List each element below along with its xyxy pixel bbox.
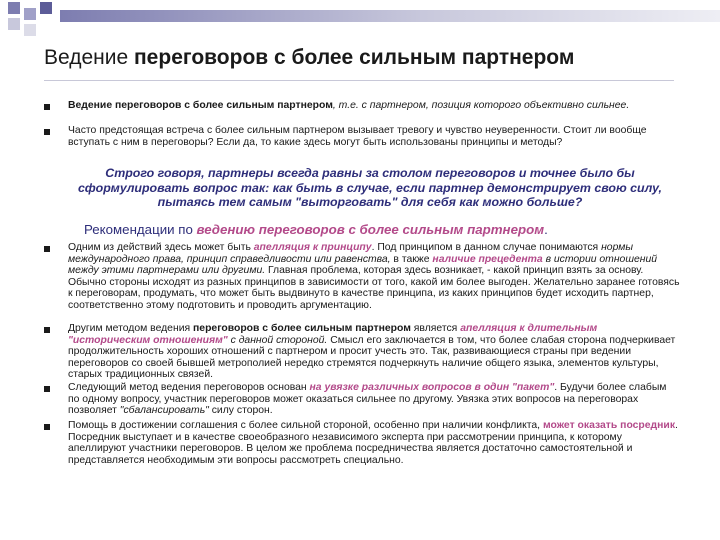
italic-text: "сбалансировать" (119, 405, 209, 417)
decorative-header (0, 0, 720, 40)
bullet-mediator (68, 420, 680, 466)
recommendations-heading (84, 222, 684, 237)
text: силу сторон. (208, 405, 273, 417)
bullet-question: Часто предстоящая встреча с более сильным партнером вызывает тревогу и чувство неуверенности. Стоит ли вообще вступать с ним в переговоры? Если да, то какие здесь могут быть использованы принципы и методы? (68, 125, 647, 148)
heading-tail: . (544, 222, 548, 237)
deco-square (40, 2, 52, 14)
highlight: апелляция к принципу (253, 242, 372, 253)
highlight: может оказать посредник (542, 420, 676, 431)
text: . Будучи более слабым по одному вопросу, участник переговоров может оказаться сильнее по другому. Увязка этих вопросов на переговорах позволяет (68, 382, 667, 417)
quote-block: Строго говоря, партнеры всегда равны за столом переговоров и точнее было бы сформулировать вопрос так: как быть в случае, если партнер демонстрирует свою силу, пытаясь тем самым "выторговать" для себя как можно больше? (77, 166, 662, 209)
heading-emphasis: ведению переговоров с более сильным партнером (196, 222, 545, 237)
bullet-marker (44, 129, 50, 135)
bullet-marker (44, 246, 50, 252)
text: Помощь в достижении соглашения с более сильной стороной, особенно при наличии конфликта, (68, 420, 543, 431)
bold-text: переговоров с более сильным партнером (193, 323, 411, 334)
text: . Под принципом в данном случае понимаются (371, 242, 602, 253)
bullet-intro (68, 100, 680, 112)
slide-title (44, 46, 574, 70)
deco-square (8, 18, 20, 30)
bullet-intro-italic: , т.е. с партнером, позиция которого объективно сильнее. (332, 100, 630, 111)
deco-square (24, 24, 36, 36)
text: Главная проблема, которая здесь возникает, - какой принцип взять за основу. Обычно стороны исходят из разных принципов в зависимости от того, какой им более выгоден. Желательно заранее готовясь к переговорам, продумать, что может быть выдвинуто в качестве принципа, из каких принципов будет исходить партнер, соответственно этому подготовить и проводить аргументацию. (68, 265, 680, 311)
text: Одним из действий здесь может быть (68, 242, 254, 253)
bullet-package (68, 382, 680, 417)
italic-text: нормы международного права, принцип справедливости или равенства, (68, 242, 634, 265)
heading-plain: Рекомендации по (84, 222, 197, 237)
deco-gradient-bar (60, 10, 720, 22)
italic-text: в истории отношений между этими партнерами или другими. (68, 253, 658, 277)
highlight: на увязке различных вопросов в один "пакет" (309, 382, 555, 393)
text: является (410, 323, 461, 334)
bullet-marker (44, 104, 50, 110)
bullet-history (68, 323, 680, 381)
deco-square (8, 2, 20, 14)
text: . Посредник выступает и в качестве своеобразного независимого эксперта при рассмотрении принципа, к которому апеллируют участники переговоров. В целом же проблема посредничества является достаточно самостоятельной и представляется необходимым эти вопросы рассмотреть специально. (68, 420, 678, 466)
highlight: апелляция к длительным "историческим отношениям" (68, 323, 598, 346)
italic-text: с данной стороной. (227, 334, 328, 346)
bullet-marker (44, 424, 50, 430)
highlight: наличие прецедента (432, 253, 543, 265)
bullet-principle (68, 242, 680, 312)
bullet-marker (44, 327, 50, 333)
text: Другим методом ведения (68, 323, 194, 334)
bullet-intro-bold: Ведение переговоров с более сильным партнером (68, 100, 333, 111)
text: в также (390, 253, 433, 265)
deco-square (24, 8, 36, 20)
title-bold: переговоров с более сильным партнером (134, 46, 575, 69)
title-divider (44, 80, 674, 81)
title-plain: Ведение (44, 46, 134, 69)
text: Смысл его заключается в том, что более слабая сторона подчеркивает продолжительность хороших отношений с партнером и просит учесть это. Так, развивающиеся страны при ведении переговоров со своей бывшей метрополией нередко стремятся подчеркнуть наличие общего языка, элементов культуры, старых традиционных связей. (68, 334, 676, 381)
bullet-marker (44, 386, 50, 392)
text: Следующий метод ведения переговоров основан (68, 382, 310, 393)
